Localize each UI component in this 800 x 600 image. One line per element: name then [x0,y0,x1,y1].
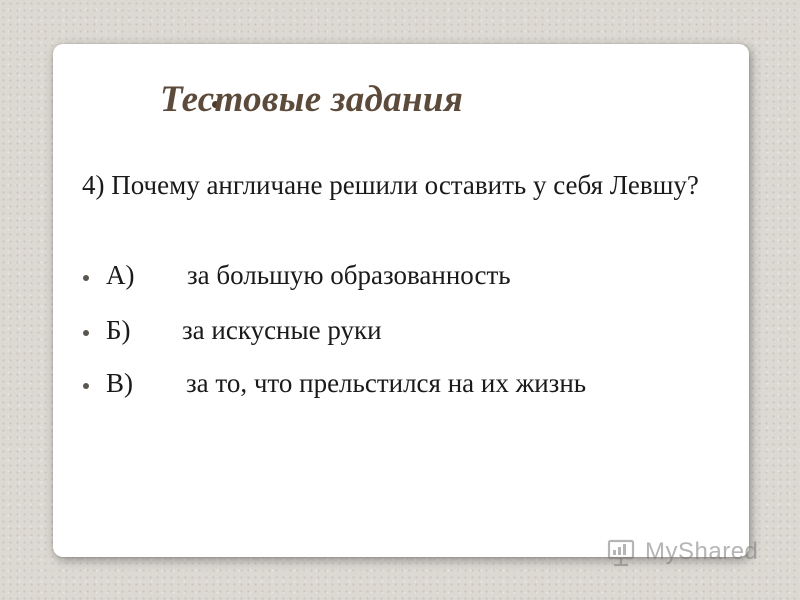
answer-option-b [82,315,722,355]
answer-option-c [82,368,722,408]
answer-text: за большую образованность [187,260,511,290]
bullet-icon [83,275,89,281]
myshared-logo-icon [605,536,641,570]
bullet-icon [83,383,89,389]
bullet-icon [83,330,89,336]
answer-letter: А) [106,260,135,290]
answer-letter: Б) [106,315,131,345]
slide-title: Тестовые задания [160,79,464,120]
myshared-watermark [605,536,775,570]
answer-text: за искусные руки [182,315,382,345]
question-text: 4) Почему англичане решили оставить у себя Левшу? [82,170,699,200]
watermark-text: MyShared [645,538,759,565]
answer-option-a [82,260,722,300]
answer-letter: В) [106,368,133,398]
answer-text: за то, что прельстился на их жизнь [186,368,587,398]
